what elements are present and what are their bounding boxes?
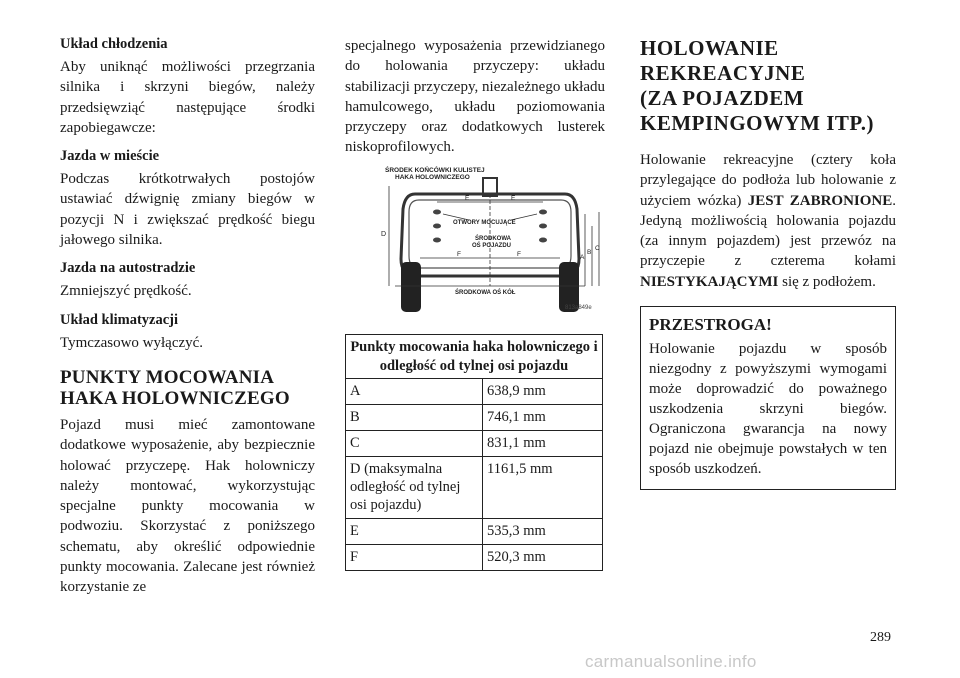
label-axle-center: ŚRODKOWA OŚ KÓŁ xyxy=(455,289,516,296)
table-cell-key: D (maksymalna odległość od tylnej osi pojazdu) xyxy=(346,456,483,518)
label-vehicle-center-2: OŚ POJAZDU xyxy=(472,242,512,249)
column-right xyxy=(640,36,896,490)
hitch-title-line2: HAKA HOLOWNICZEGO xyxy=(60,387,290,409)
watermark: carmanualsonline.info xyxy=(585,652,757,671)
city-text: Podczas krótkotrwałych postojów ustawiać dźwignię zmiany biegów w pozycji N i zwiększać prędkość biegu jałowego silnika. xyxy=(60,171,315,249)
table-header: Punkty mocowania haka holowniczego i odległość od tylnej osi pojazdu xyxy=(346,334,603,378)
column-left xyxy=(60,36,315,604)
column-middle xyxy=(345,36,605,571)
label-vehicle-center-1: ŚRODKOWA xyxy=(475,235,511,242)
rec-text-before: Holowanie rekreacyjne (cztery koła przylegające do podłoża lub holowanie z użyciem wózka) xyxy=(640,152,896,209)
rec-text-after: się z podłożem. xyxy=(778,273,876,290)
dim-f-label: F xyxy=(457,250,461,258)
dim-f-label-2: F xyxy=(517,250,521,258)
dim-a-label: A xyxy=(580,253,585,261)
label-hitch-center-2: HAKA HOLOWNICZEGO xyxy=(395,173,470,181)
dim-e-label-2: E xyxy=(511,194,516,202)
dim-b-label: B xyxy=(587,248,592,256)
table-cell-value: 520,3 mm xyxy=(483,544,603,570)
rec-title-line2: REKREACYJNE xyxy=(640,61,806,85)
table-row xyxy=(346,518,603,544)
label-hitch-center-1: ŚRODEK KOŃCÓWKI KULISTEJ xyxy=(385,166,485,174)
ac-text: Tymczasowo wyłączyć. xyxy=(60,334,204,351)
recreational-towing-title xyxy=(640,36,896,136)
cooling-heading: Układ chłodzenia xyxy=(60,36,168,52)
label-holes: OTWORY MOCUJĄCE xyxy=(453,219,516,226)
table-cell-value: 831,1 mm xyxy=(483,430,603,456)
city-heading: Jazda w mieście xyxy=(60,148,160,165)
mounting-points-table xyxy=(345,334,603,571)
diagram-svg xyxy=(375,164,605,324)
caution-title: PRZESTROGA! xyxy=(649,315,772,335)
table-cell-value: 1161,5 mm xyxy=(483,456,603,518)
ac-heading: Układ klimatyzacji xyxy=(60,311,179,328)
hitch-mounting-diagram xyxy=(375,164,605,324)
dim-d-label: D xyxy=(381,230,387,238)
rec-title-line1: HOLOWANIE xyxy=(640,36,779,60)
highway-heading: Jazda na autostradzie xyxy=(60,260,196,277)
hitch-section-text: Pojazd musi mieć zamontowane dodatkowe wyposażenie, aby bezpiecznie holować przyczepę. Hak holowniczy należy montować, wykorzystując specjalne punkty mocowania w podwoziu. Skorzystać z poniższego schematu, aby określić odpowiednie punkty mocowania. Zalecane jest również korzystanie ze xyxy=(60,416,315,596)
table-cell-value: 638,9 mm xyxy=(483,378,603,404)
page-number: 289 xyxy=(870,630,891,645)
rec-bold-not-touching: NIESTYKAJĄCYMI xyxy=(640,273,779,290)
table-cell-key: E xyxy=(346,518,483,544)
highway-text: Zmniejszyć prędkość. xyxy=(60,283,192,300)
table-cell-value: 535,3 mm xyxy=(483,518,603,544)
table-cell-key: F xyxy=(346,544,483,570)
table-row xyxy=(346,456,603,518)
rec-bold-forbidden: JEST ZABRONIONE xyxy=(747,192,893,209)
hitch-title-line1: PUNKTY MOCOWANIA xyxy=(60,366,275,388)
continued-text: specjalnego wyposażenia przewidzianego do holowania przyczepy: układu stabilizacji przyczepy, niezależnego układu hamulcowego, układu poziomowania przyczepy oraz dodatkowych lusterek niskoprofilowych. xyxy=(345,38,605,156)
table-row xyxy=(346,430,603,456)
table-cell-value: 746,1 mm xyxy=(483,404,603,430)
table-row xyxy=(346,404,603,430)
rec-title-line4: KEMPINGOWYM ITP.) xyxy=(640,111,875,135)
rec-title-line3: (ZA POJAZDEM xyxy=(640,86,805,110)
rec-text-middle: . Jedyną możliwością holowania pojazdu (za innym pojazdem) jest przewóz na przyczepie z czterema kołami xyxy=(640,192,896,270)
table-body xyxy=(346,378,603,570)
caution-text: Holowanie pojazdu w sposób niezgodny z powyższymi wymogami może doprowadzić do poważnego uszkodzenia skrzyni biegów. Ograniczona gwarancja na nowy pojazd nie obejmuje powstałych w ten sposób uszkodzeń. xyxy=(649,341,887,478)
table-cell-key: B xyxy=(346,404,483,430)
caution-box xyxy=(640,306,896,490)
table-cell-key: A xyxy=(346,378,483,404)
recreational-towing-text xyxy=(640,150,896,292)
dim-e-label: E xyxy=(465,194,470,202)
hitch-section-title xyxy=(60,367,315,409)
table-row xyxy=(346,544,603,570)
dim-c-label: C xyxy=(595,244,600,252)
diagram-code: 813a849e xyxy=(565,304,592,311)
left-wheel xyxy=(401,262,421,312)
table-cell-key: C xyxy=(346,430,483,456)
table-row xyxy=(346,378,603,404)
cooling-text: Aby uniknąć możliwości przegrzania silnika i skrzyni biegów, należy przedsięwziąć następujące środki zapobiegawcze: xyxy=(60,59,315,136)
